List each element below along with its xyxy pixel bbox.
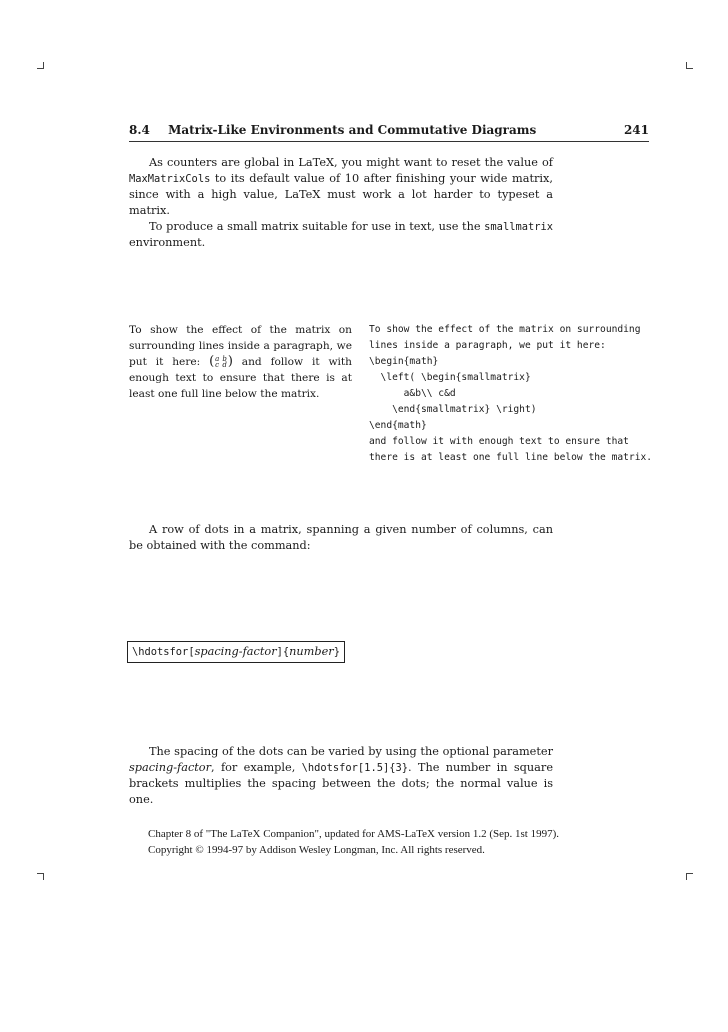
latex-logo: LaTeX (298, 156, 335, 169)
demo-output-after: and follow it with enough text to ensure that there is at least one full line below the matrix. (129, 356, 352, 400)
demo-source-code (369, 322, 659, 466)
code-line: \begin{math} (369, 356, 439, 367)
paragraph-spacing (129, 744, 553, 808)
code-line: lines inside a paragraph, we put it here: (369, 340, 606, 351)
code-line: To show the effect of the matrix on surrounding (369, 324, 641, 335)
matrix-cell: a (215, 355, 220, 363)
crop-mark-bottom-left (37, 873, 44, 880)
para1-text-1: As counters are global in (149, 156, 299, 169)
crop-mark-top-left (37, 62, 44, 69)
para1-text-4: must work a lot harder to typeset a matrix. (129, 188, 553, 217)
command-name: \hdotsfor (132, 646, 189, 658)
crop-mark-top-right (686, 62, 693, 69)
para3-text: A row of dots in a matrix, spanning a given number of columns, can be obtained with the command: (129, 523, 553, 552)
matrix-cell: d (222, 361, 227, 369)
latex-logo-2: LaTeX (284, 188, 321, 201)
paragraph-hdots (129, 522, 553, 554)
code-line: \left( \begin{smallmatrix} (369, 372, 531, 383)
para1-text-3: to its default value of 10 after finishing your wide matrix, since with a high value, (129, 172, 553, 201)
param-spacing-factor: spacing-factor (129, 761, 212, 774)
para2-text-2: environment. (129, 236, 206, 249)
footer-line-2: Copyright © 1994-97 by Addison Wesley Longman, Inc. All rights reserved. (148, 844, 485, 856)
bracket-open: [ (188, 646, 195, 658)
copyright-footer (148, 826, 588, 858)
code-line: and follow it with enough text to ensure that (369, 436, 629, 447)
bracket-close: ] (276, 646, 283, 658)
paragraph-counters (129, 155, 553, 251)
command-syntax-box (127, 641, 345, 663)
brace-open: { (282, 646, 290, 658)
smallmatrix-code: smallmatrix (484, 221, 553, 233)
example-code: \hdotsfor[1.5]{3} (301, 762, 408, 774)
code-line: \end{math} (369, 420, 427, 431)
demo-output-before: To show the effect of the matrix on surrounding lines inside a paragraph, we put it here: (129, 324, 352, 368)
section-number: 8.4 (129, 123, 150, 137)
code-line: there is at least one full line below the matrix. (369, 452, 653, 463)
running-header (129, 123, 649, 142)
page-number: 241 (623, 123, 649, 137)
para1-text-2: , you might want to reset the value of (334, 156, 553, 169)
section-title: Matrix-Like Environments and Commutative Diagrams (168, 123, 537, 137)
footer-line-1: Chapter 8 of "The LaTeX Companion", updated for AMS-LaTeX version 1.2 (Sep. 1st 1997). (148, 828, 559, 840)
para2-text-1: To produce a small matrix suitable for use in text, use the (149, 220, 485, 233)
arg-spacing-factor: spacing-factor (194, 645, 277, 658)
matrix-cell: b (222, 355, 227, 363)
header-section (129, 123, 536, 137)
demo-typeset-output (129, 322, 352, 402)
code-line: \end{smallmatrix} \right) (369, 404, 537, 415)
matrix-cell: c (215, 361, 220, 369)
crop-mark-bottom-right (686, 873, 693, 880)
arg-number: number (289, 645, 334, 658)
para4-text-3: . The number in square brackets multiplies the spacing between the dots; the normal value is one. (129, 761, 554, 806)
small-matrix: ( a b c d ) (209, 354, 233, 369)
para4-text-1: The spacing of the dots can be varied by using the optional parameter (149, 745, 553, 758)
brace-close: } (333, 646, 340, 658)
para4-text-2: , for example, (211, 761, 302, 774)
code-line: a&b\\ c&d (369, 388, 456, 399)
maxmatrixcols-code: MaxMatrixCols (129, 173, 211, 185)
